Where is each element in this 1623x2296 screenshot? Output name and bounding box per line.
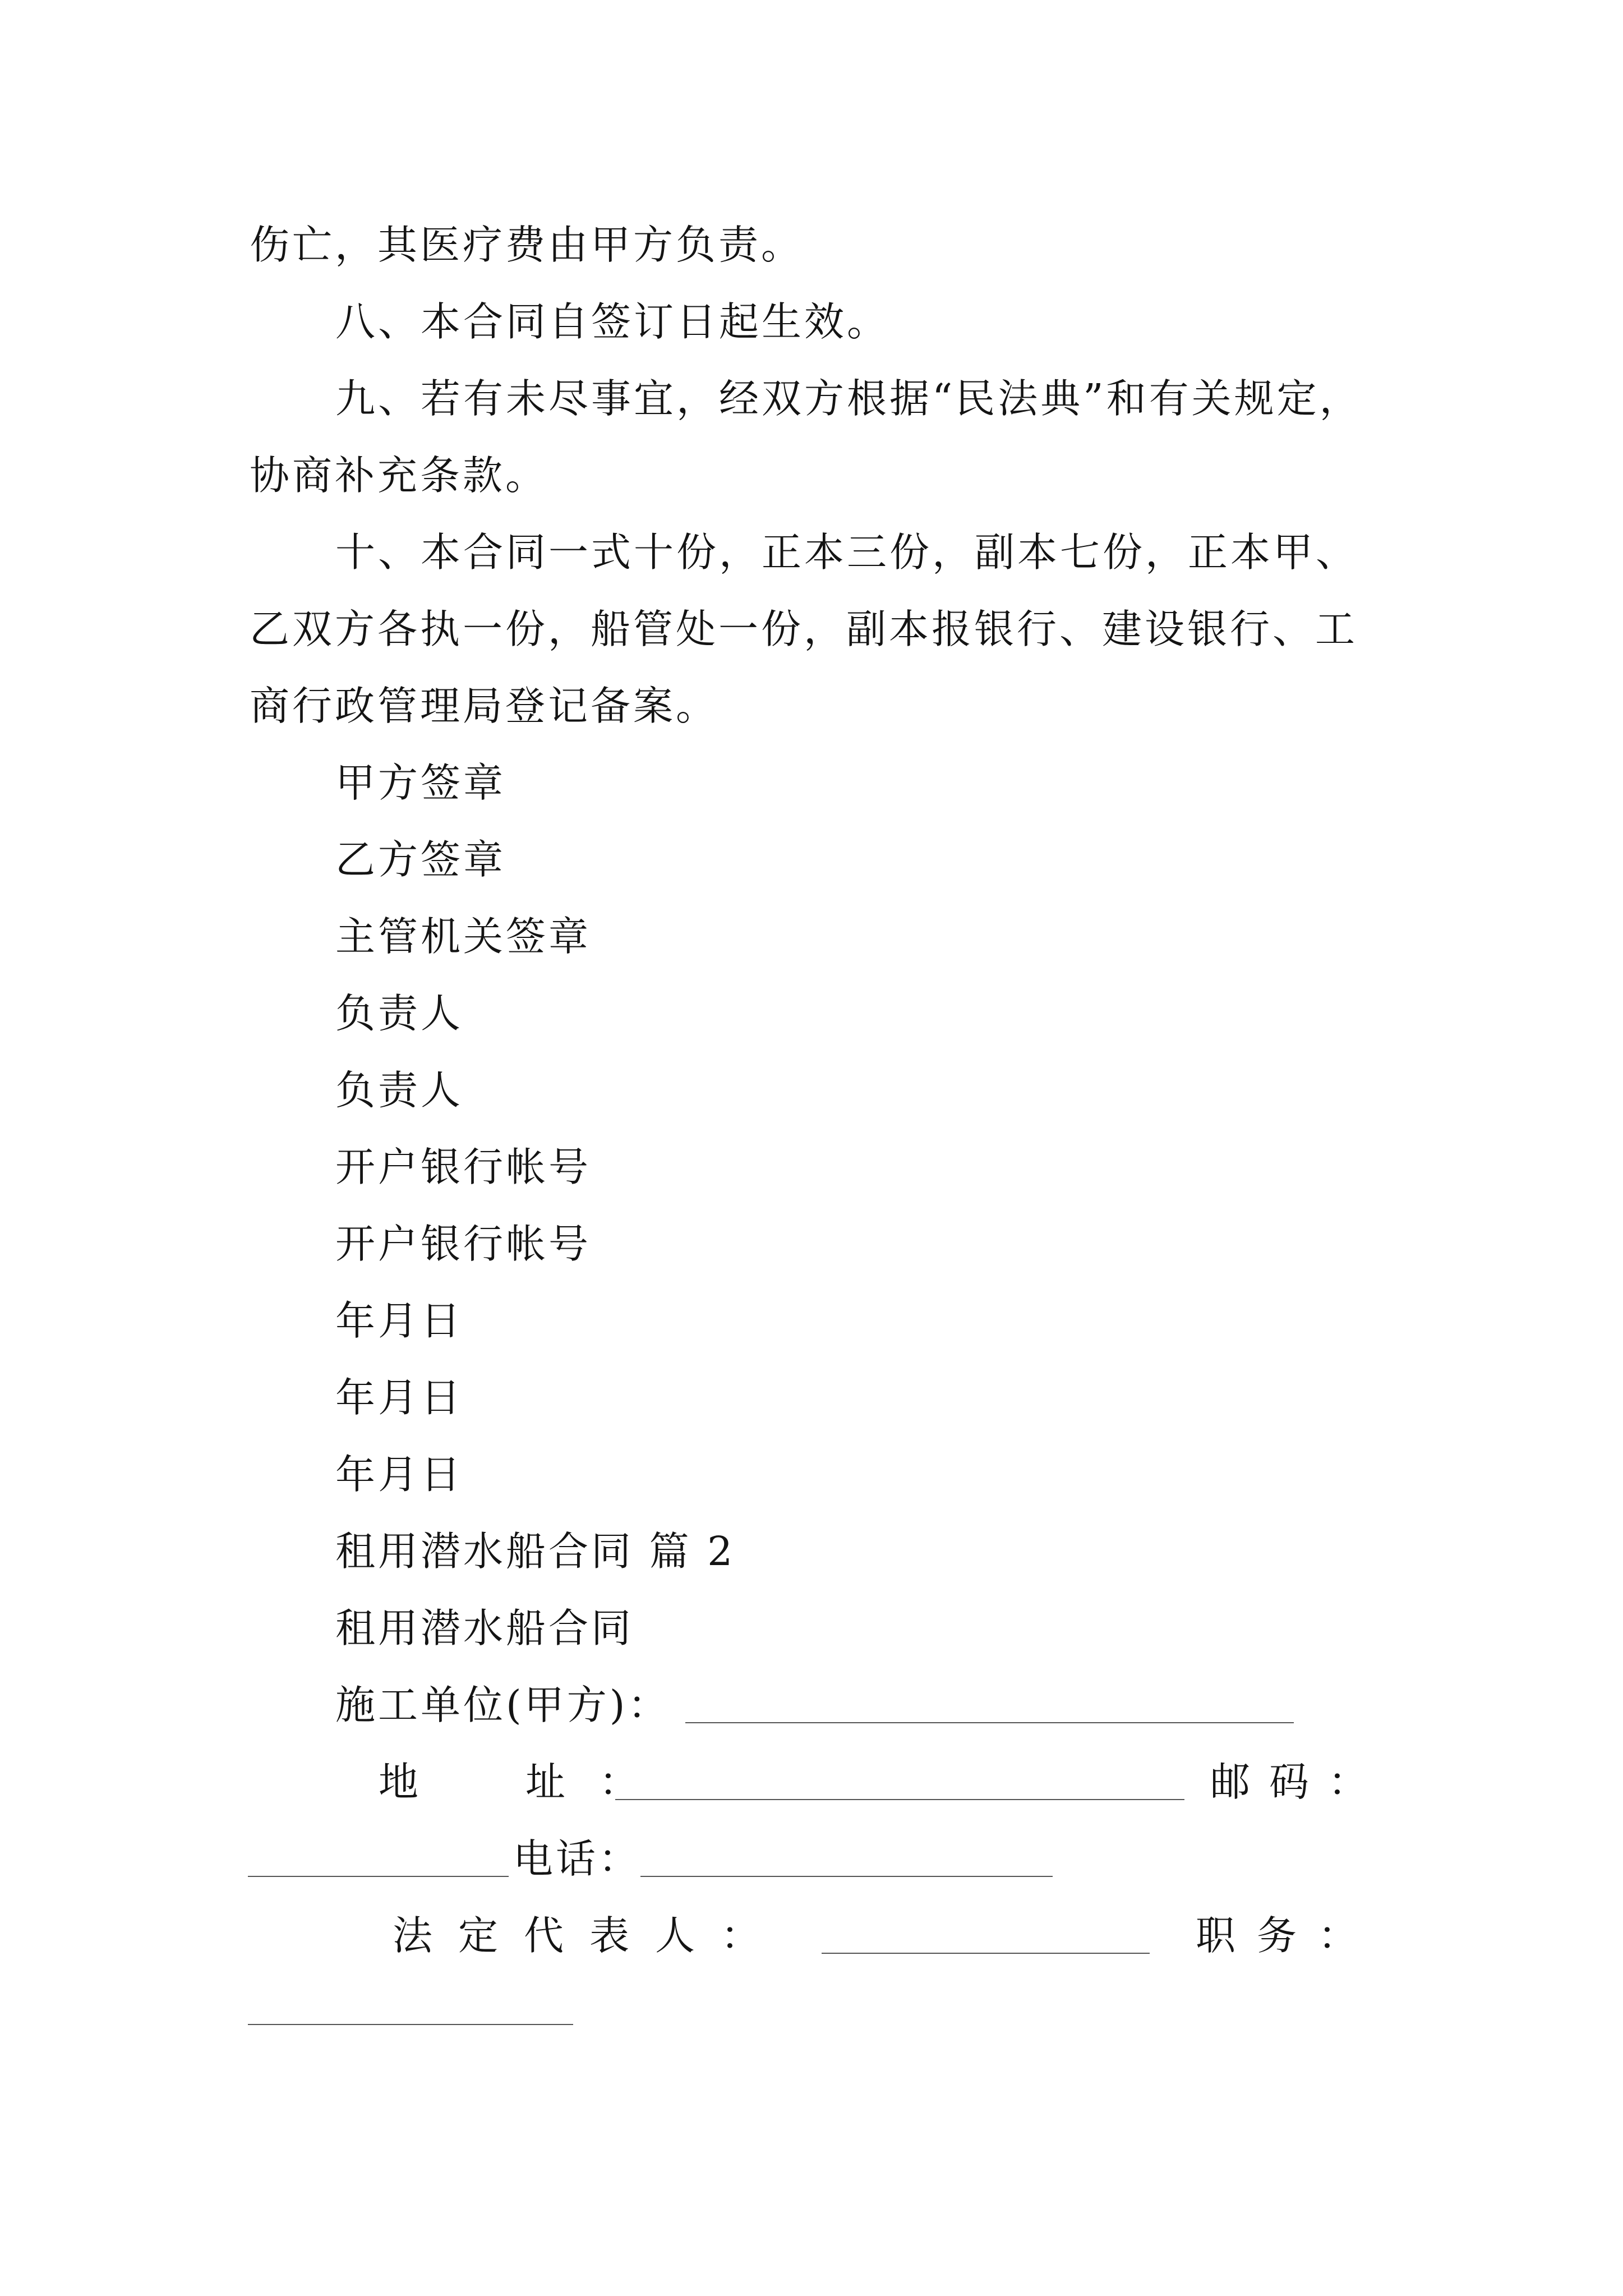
bank-account: 开户银行帐号 [335,1221,592,1267]
text-line: 商行政管理局登记备案。 [250,683,719,729]
postcode-label: 邮码： [1210,1759,1387,1805]
clause-10: 十、本合同一式十份，正本三份，副本七份，正本甲、 [335,529,1359,576]
clause-9: 九、若有未尽事宜，经双方根据“民法典”和有关规定， [335,375,1362,422]
party-a-signature: 甲方签章 [335,760,506,806]
phone-label: 电话： [513,1835,642,1882]
text-line: 协商补充条款。 [250,452,548,499]
responsible-person: 负责人 [335,990,464,1037]
party-b-signature: 乙方签章 [335,836,506,883]
text-line: 伤亡，其医疗费由甲方负责。 [250,222,804,268]
legal-rep-label: 法定代表人： [393,1912,787,1959]
phone-blank [640,1876,1053,1877]
clause-8: 八、本合同自签订日起生效。 [335,298,890,345]
position-blank [248,2024,573,2025]
contractor-blank [685,1722,1294,1723]
legal-rep-blank [822,1953,1150,1954]
responsible-person: 负责人 [335,1067,464,1114]
date-line: 年月日 [335,1451,464,1498]
bank-account: 开户银行帐号 [335,1144,592,1190]
address-label: 地 址： [379,1759,673,1805]
address-blank [615,1799,1184,1800]
authority-signature: 主管机关签章 [335,913,592,960]
postcode-blank [248,1876,509,1877]
date-line: 年月日 [335,1374,464,1421]
contractor-label: 施工单位(甲方)： [335,1682,671,1728]
position-label: 职务： [1196,1912,1380,1959]
contract-title: 租用潜水船合同 [335,1605,634,1651]
date-line: 年月日 [335,1297,464,1344]
text-line: 乙双方各执一份，船管处一份，副本报银行、建设银行、工 [250,606,1358,652]
section-title: 租用潜水船合同 篇 2 [335,1528,736,1575]
